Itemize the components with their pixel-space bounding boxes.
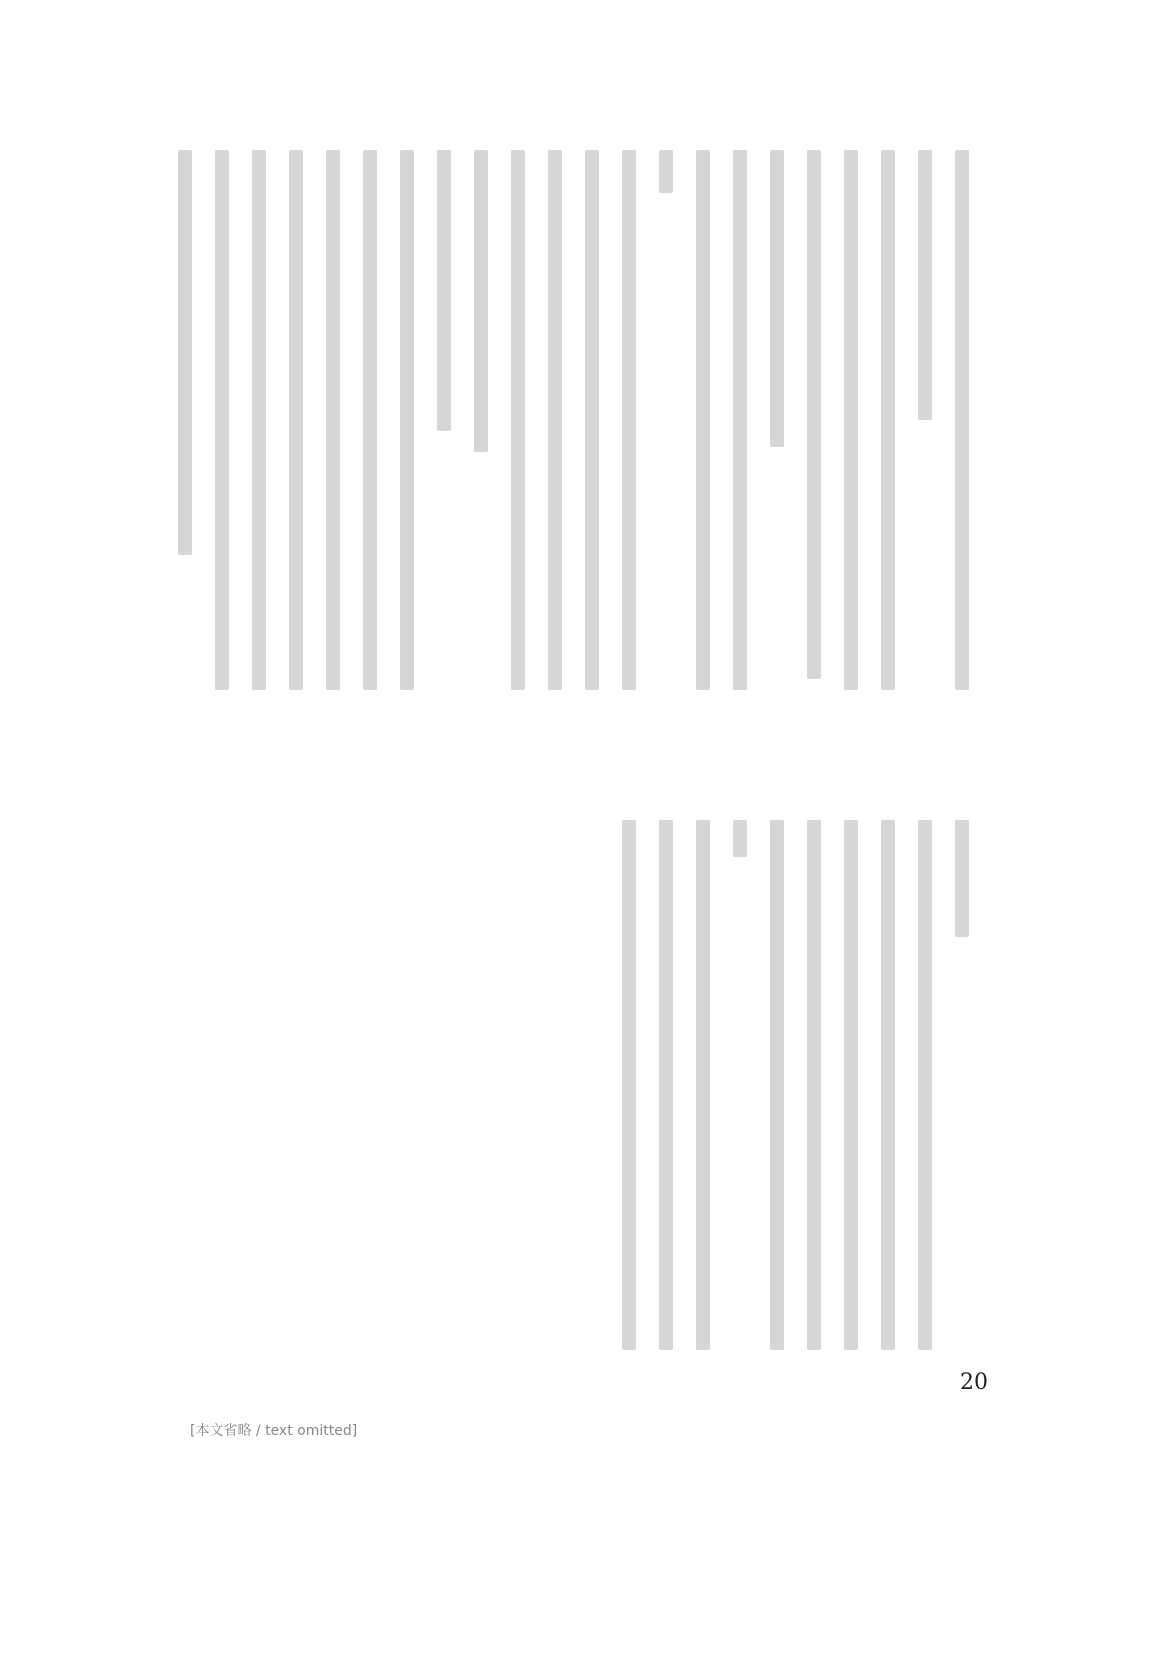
text-column xyxy=(832,820,869,1355)
text-column xyxy=(684,820,721,1355)
redacted-line xyxy=(363,150,377,690)
text-column xyxy=(166,150,203,695)
redacted-line xyxy=(511,150,525,690)
redacted-line xyxy=(807,150,821,679)
redacted-line xyxy=(400,150,414,690)
text-column xyxy=(758,820,795,1355)
text-column xyxy=(536,150,573,695)
redacted-line xyxy=(474,150,488,452)
text-column xyxy=(906,150,943,695)
redacted-line xyxy=(955,150,969,690)
text-column xyxy=(499,150,536,695)
text-column xyxy=(203,150,240,695)
redacted-line xyxy=(733,150,747,690)
redacted-line xyxy=(215,150,229,690)
omission-notice: [本文省略 / text omitted] xyxy=(190,1423,358,1439)
redacted-line xyxy=(659,820,673,1350)
text-column xyxy=(832,150,869,695)
text-column xyxy=(425,150,462,695)
text-column xyxy=(610,820,647,1355)
redacted-line xyxy=(955,820,969,937)
text-column xyxy=(388,150,425,695)
text-column xyxy=(277,150,314,695)
text-column xyxy=(462,150,499,695)
text-block-top xyxy=(166,150,980,695)
redacted-line xyxy=(733,820,747,857)
text-column xyxy=(721,150,758,695)
redacted-line xyxy=(548,150,562,690)
redacted-line xyxy=(807,820,821,1350)
redacted-line xyxy=(881,150,895,690)
text-block-bottom xyxy=(610,820,980,1355)
redacted-line xyxy=(437,150,451,431)
text-column xyxy=(906,820,943,1355)
text-column xyxy=(684,150,721,695)
redacted-line xyxy=(289,150,303,690)
redacted-line xyxy=(659,150,673,193)
redacted-line xyxy=(881,820,895,1350)
text-column xyxy=(351,150,388,695)
redacted-line xyxy=(770,820,784,1350)
redacted-line xyxy=(918,150,932,420)
text-column xyxy=(795,150,832,695)
redacted-line xyxy=(696,150,710,690)
text-column xyxy=(795,820,832,1355)
redacted-line xyxy=(622,150,636,690)
page-number: 20 xyxy=(960,1370,988,1395)
text-column xyxy=(647,820,684,1355)
redacted-line xyxy=(178,150,192,555)
text-column xyxy=(314,150,351,695)
text-column xyxy=(869,820,906,1355)
text-column xyxy=(869,150,906,695)
redacted-line xyxy=(918,820,932,1350)
redacted-line xyxy=(622,820,636,1350)
redacted-line xyxy=(844,150,858,690)
text-column xyxy=(573,150,610,695)
text-column xyxy=(943,820,980,1355)
redacted-line xyxy=(844,820,858,1350)
redacted-line xyxy=(252,150,266,690)
redacted-line xyxy=(585,150,599,690)
text-column xyxy=(943,150,980,695)
redacted-line xyxy=(326,150,340,690)
text-column xyxy=(610,150,647,695)
redacted-line xyxy=(770,150,784,447)
redacted-line xyxy=(696,820,710,1350)
text-column xyxy=(240,150,277,695)
text-column xyxy=(647,150,684,695)
text-column xyxy=(721,820,758,1355)
text-column xyxy=(758,150,795,695)
